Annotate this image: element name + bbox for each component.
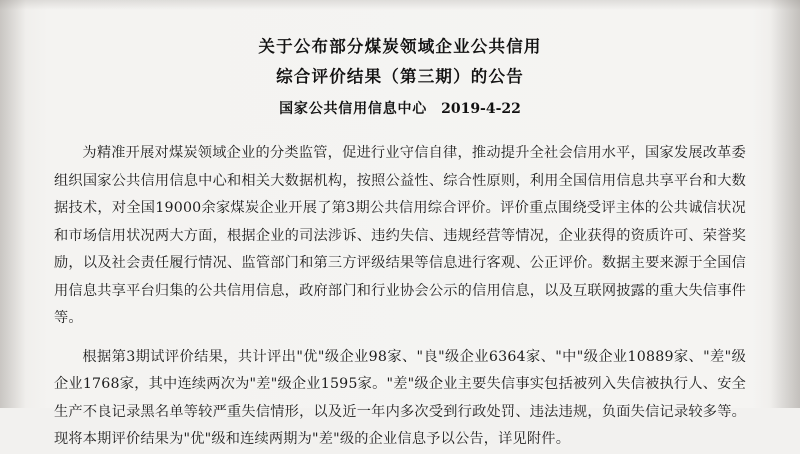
issuer-name: 国家公共信用信息中心 — [279, 101, 428, 117]
document-title — [54, 32, 746, 92]
paragraph-2: 根据第3期试评价结果，共计评出"优"级企业98家、"良"级企业6364家、"中"级企业10889家、"差"级企业1768家，其中连续两次为"差"级企业1595家。"差"级企业主要失信事实包括被列入失信被执行人、安全生产不良记录黑名单等较严重失信情形，以及近一年内多次受到行政处罚、违法违规，负面失信记录较多等。现将本期评价结果为"优"级和连续两期为"差"级的企业信息予以公告，详见附件。 — [54, 348, 746, 447]
page-edge-shadow-right — [770, 0, 800, 408]
title-line-2: 综合评价结果（第三期）的公告 — [276, 67, 524, 86]
title-line-1: 关于公布部分煤炭领域企业公共信用 — [258, 37, 542, 56]
paragraph-1: 为精准开展对煤炭领域企业的分类监管，促进行业守信自律，推动提升全社会信用水平，国家发展改革委组织国家公共信用信息中心和相关大数据机构，按照公益性、综合性原则，利用全国信用信息共享平台和大数据技术，对全国19000余家煤炭企业开展了第3期公共信用综合评价。评价重点围绕受评主体的公共诚信状况和市场信用状况两大方面，根据企业的司法涉诉、违约失信、违规经营等情况，企业获得的资质许可、荣誉奖励，以及社会责任履行情况、监管部门和第三方评级结果等信息进行客观、公正评价。数据主要来源于全国信用信息共享平台归集的公共信用信息，政府部门和行业协会公示的信用信息，以及互联网披露的重大失信事件等。 — [54, 145, 746, 326]
page-edge-shadow-top — [0, 0, 800, 10]
page-edge-shadow-left — [0, 0, 26, 408]
document-body — [54, 140, 746, 454]
publish-date: 2019-4-22 — [441, 101, 521, 117]
document-byline — [54, 94, 746, 124]
